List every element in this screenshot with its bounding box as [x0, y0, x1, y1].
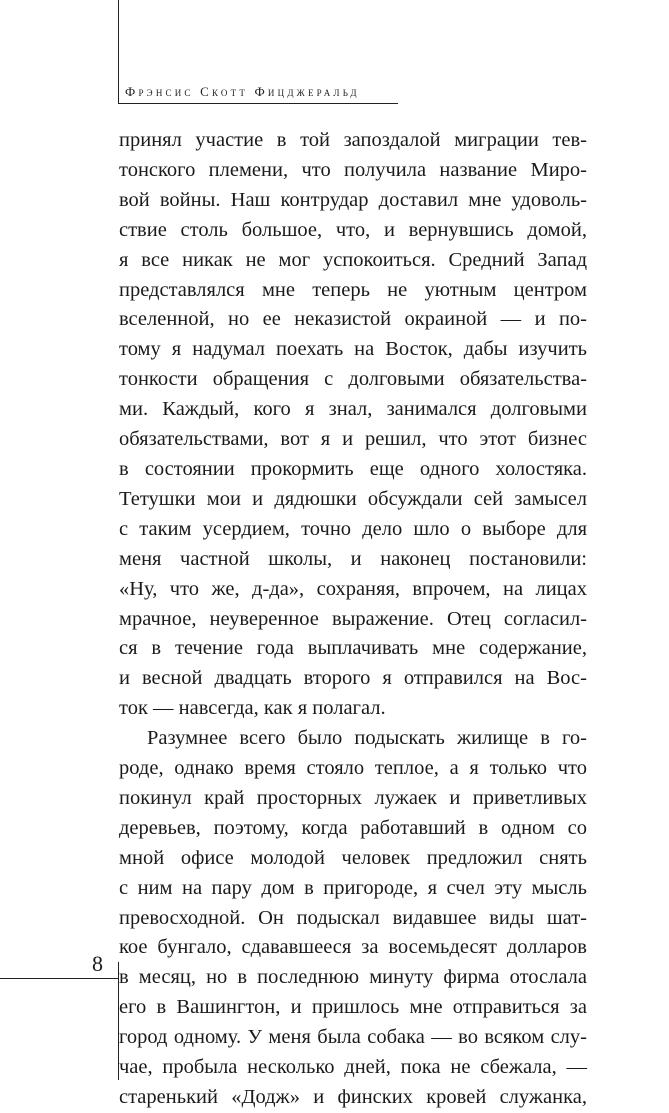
text-line: вой войны. Наш контрудар доставил мне удоволь-: [119, 188, 587, 211]
running-head: Фрэнсис Скотт Фицджеральд: [125, 84, 360, 99]
text-line: мной офисе молодой человек предложил снять: [119, 846, 587, 869]
text-line: с ним на пару дом в пригороде, я счел эту мысль: [119, 876, 587, 899]
text-line: в состоянии прокормить еще одного холостяка.: [119, 457, 587, 480]
text-line: ми. Каждый, кого я знал, занимался долговыми: [119, 398, 587, 421]
text-line: покинул край просторных лужаек и приветливых: [119, 786, 587, 809]
text-line: деревьев, поэтому, когда работавший в одном со: [119, 816, 587, 839]
text-line: с таким усердием, точно дело шло о выборе для: [119, 517, 587, 540]
text-line: город одному. У меня была собака — во всяком слу-: [119, 1026, 587, 1049]
text-line: представлялся мне теперь не уютным центром: [119, 278, 587, 301]
text-line: его в Вашингтон, и пришлось мне отправиться за: [119, 996, 587, 1019]
bottom-vertical-rule: [118, 962, 119, 1080]
text-line: кое бунгало, сдававшееся за восемьдесят долларов: [119, 936, 587, 959]
text-line: превосходной. Он подыскал видавшее виды шат-: [119, 906, 587, 929]
paragraph-1: [119, 126, 587, 724]
text-line: и весной двадцать второго я отправился на Вос-: [119, 667, 587, 690]
text-line: ток — навсегда, как я полагал.: [119, 697, 386, 720]
page-number: 8: [92, 951, 103, 976]
text-line: Разумнее всего было подыскать жилище в го-: [147, 727, 587, 750]
text-line: тонского племени, что получила название Миро-: [119, 158, 587, 181]
text-line: ствие столь большое, что, и вернувшись домой,: [119, 218, 587, 241]
text-line: я все никак не мог успокоиться. Средний Запад: [119, 248, 587, 271]
text-line: чае, пробыла несколько дней, пока не сбежала, —: [119, 1056, 587, 1079]
header-rule: [118, 103, 398, 104]
text-line: обязательствами, вот я и решил, что этот бизнес: [119, 428, 587, 451]
text-line: роде, однако время стояло теплое, а я только что: [119, 757, 587, 780]
text-line: принял участие в той запоздалой миграции тев-: [119, 129, 587, 151]
text-line: старенький «Додж» и финских кровей служанка,: [119, 1086, 587, 1108]
body-text: [119, 126, 587, 1113]
text-line: вселенной, но ее неказистой окраиной — и по-: [119, 308, 587, 331]
text-line: меня частной школы, и наконец постановили:: [119, 547, 587, 570]
text-line: мрачное, неуверенное выражение. Отец согласил-: [119, 607, 587, 630]
text-line: ся в течение года выплачивать мне содержание,: [119, 637, 587, 660]
text-line: тому я надумал поехать на Восток, дабы изучить: [119, 338, 587, 361]
text-line: «Ну, что же, д-да», сохраняя, впрочем, на лицах: [119, 577, 587, 600]
text-line: в месяц, но в последнюю минуту фирма отослала: [119, 966, 587, 989]
text-line: тонкости обращения с долговыми обязательства-: [119, 368, 587, 391]
paragraph-2: [119, 724, 587, 1113]
text-line: Тетушки мои и дядюшки обсуждали сей замысел: [119, 487, 587, 510]
top-vertical-rule: [118, 0, 119, 103]
footer-rule: [0, 978, 118, 979]
